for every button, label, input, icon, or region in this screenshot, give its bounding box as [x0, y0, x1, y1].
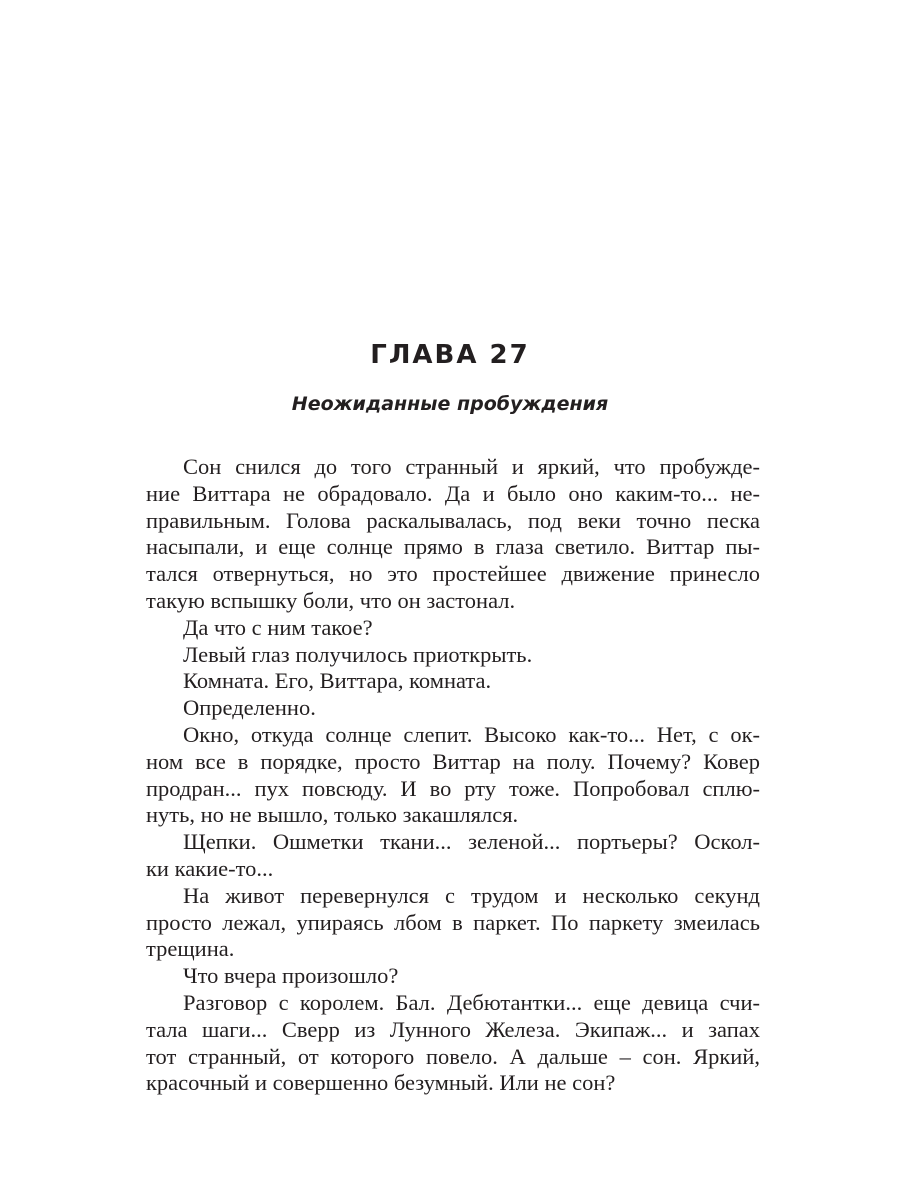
body-text	[146, 454, 760, 1097]
text-line: ки какие-то...	[146, 855, 274, 881]
text-line: На живот перевернулся с трудом и несколько секунд	[183, 882, 760, 908]
text-line: трещина.	[146, 936, 235, 962]
text-line: правильным. Голова раскалывалась, под веки точно песка	[146, 507, 760, 533]
text-line: Комната. Его, Виттара, комната.	[183, 668, 492, 694]
chapter-title: ГЛАВА 27	[370, 340, 530, 370]
text-line: насыпали, и еще солнце прямо в глаза светило. Виттар пы-	[146, 534, 760, 560]
text-line: ном все в порядке, просто Виттар на полу. Почему? Ковер	[146, 748, 760, 774]
text-line: Сон снился до того странный и яркий, что пробужде-	[183, 454, 760, 479]
text-line: Окно, откуда солнце слепит. Высоко как-то... Нет, с ок-	[183, 721, 760, 747]
text-line: Щепки. Ошметки ткани... зеленой... портьеры? Оскол-	[183, 829, 760, 855]
text-line: тот странный, от которого повело. А дальше – сон. Яркий,	[146, 1043, 760, 1069]
text-line: Что вчера произошло?	[183, 963, 399, 989]
text-line: такую вспышку боли, что он застонал.	[146, 587, 516, 613]
text-line: тался отвернуться, но это простейшее движение принесло	[146, 561, 760, 587]
text-line: Определенно.	[183, 695, 316, 721]
text-line: нуть, но не вышло, только закашлялся.	[146, 802, 519, 828]
text-line: просто лежал, упираясь лбом в паркет. По паркету змеилась	[146, 909, 760, 935]
text-line: Разговор с королем. Бал. Дебютантки... еще девица счи-	[183, 989, 760, 1015]
text-line: тала шаги... Сверр из Лунного Железа. Экипаж... и запах	[146, 1016, 760, 1042]
text-line: Да что с ним такое?	[183, 614, 373, 640]
text-line: продран... пух повсюду. И во рту тоже. Попробовал сплю-	[146, 775, 760, 801]
text-line: ние Виттара не обрадовало. Да и было оно каким-то... не-	[146, 480, 760, 506]
text-line: красочный и совершенно безумный. Или не сон?	[146, 1070, 616, 1096]
chapter-subtitle: Неожиданные пробуждения	[291, 393, 609, 415]
text-line: Левый глаз получилось приоткрыть.	[183, 641, 533, 667]
